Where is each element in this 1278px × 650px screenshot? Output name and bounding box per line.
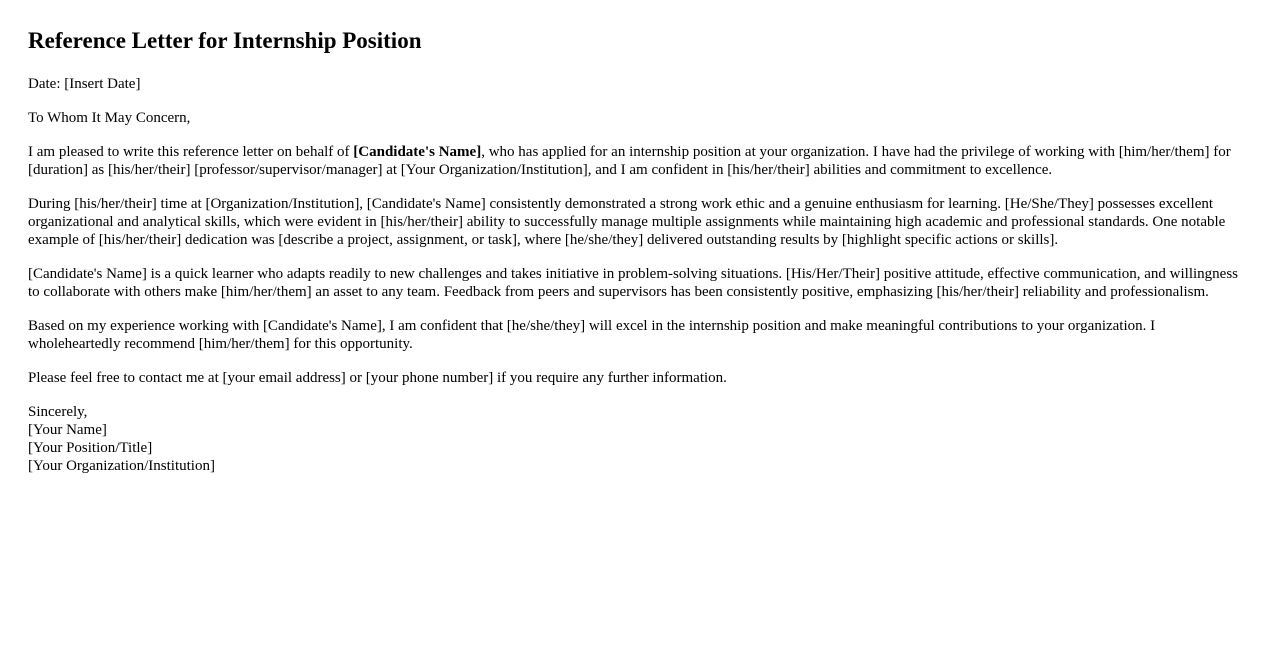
date-line: Date: [Insert Date] xyxy=(28,76,141,92)
salutation: To Whom It May Concern, xyxy=(28,110,191,126)
sign-off: Sincerely, xyxy=(28,404,88,420)
signer-name: [Your Name] xyxy=(28,422,107,438)
intro-text-end: , who has applied for an internship position at your organization. I have had the privilege of working with [him/her/them] for [duration] as [his/her/their] [professor/supervisor/manager] at [Your Organization/Institution], and I am confident in [his/her/their] abilities and commitment to excellence. xyxy=(28,144,1231,178)
signer-position: [Your Position/Title] xyxy=(28,440,153,456)
experience-paragraph: During [his/her/their] time at [Organization/Institution], [Candidate's Name] consistently demonstrated a strong work ethic and a genuine enthusiasm for learning. [He/She/They] possesses excellent organizational and analytical skills, which were evident in [his/her/their] ability to successfully manage multiple assignments while maintaining high academic and professional standards. One notable example of [his/her/their] dedication was [describe a project, assignment, or task], where [he/she/they] delivered outstanding results by [highlight specific actions or skills]. xyxy=(28,196,1226,248)
qualities-paragraph: [Candidate's Name] is a quick learner who adapts readily to new challenges and takes initiative in problem-solving situations. [His/Her/Their] positive attitude, effective communication, and willingness to collaborate with others make [him/her/them] an asset to any team. Feedback from peers and supervisors has been consistently positive, emphasizing [his/her/their] reliability and professionalism. xyxy=(28,266,1239,300)
letter-title: Reference Letter for Internship Position xyxy=(28,28,422,53)
signature-block xyxy=(28,403,1250,475)
candidate-name: [Candidate's Name] xyxy=(353,144,482,160)
recommendation-paragraph: Based on my experience working with [Candidate's Name], I am confident that [he/she/they] will excel in the internship position and make meaningful contributions to your organization. I wholeheartedly recommend [him/her/them] for this opportunity. xyxy=(28,318,1156,352)
signer-organization: [Your Organization/Institution] xyxy=(28,458,215,474)
contact-paragraph: Please feel free to contact me at [your email address] or [your phone number] if you require any further information. xyxy=(28,370,727,386)
reference-letter xyxy=(28,27,1250,475)
intro-paragraph xyxy=(28,143,1250,179)
intro-text-start: I am pleased to write this reference letter on behalf of xyxy=(28,144,354,160)
